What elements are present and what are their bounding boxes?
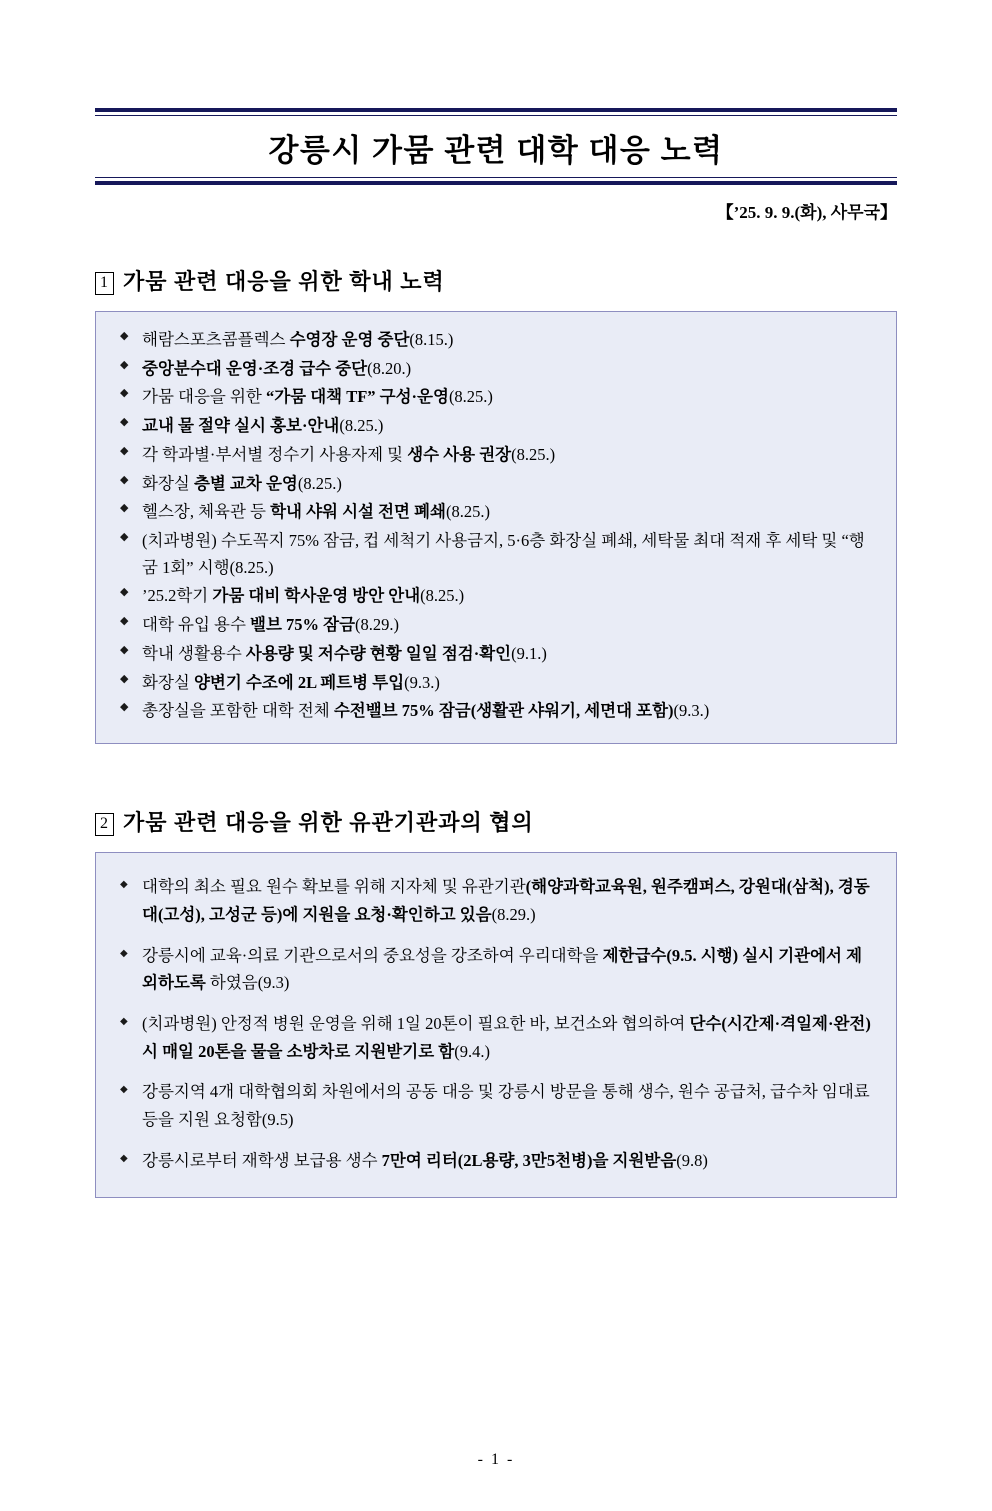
list-item: ◆ 대학 유입 용수 밸브 75% 잠금(8.29.) (118, 612, 874, 639)
document-meta: 【’25. 9. 9.(화), 사무국】 (716, 203, 897, 222)
list-item: ◆ 해람스포츠콤플렉스 수영장 운영 중단(8.15.) (118, 327, 874, 354)
section-2-list (118, 873, 874, 1174)
document-page (0, 108, 992, 1511)
list-item: ◆ 화장실 층별 교차 운영(8.25.) (118, 471, 874, 498)
list-item: ◆ 가뭄 대응을 위한 “가뭄 대책 TF” 구성·운영(8.25.) (118, 384, 874, 411)
list-item: ◆ 강릉지역 4개 대학협의회 차원에서의 공동 대응 및 강릉시 방문을 통해 생수, 원수 공급처, 급수차 임대료 등을 지원 요청함(9.5) (118, 1078, 874, 1133)
section-heading-1 (95, 265, 897, 297)
section-title-1: 가뭄 관련 대응을 위한 학내 노력 (123, 269, 445, 294)
list-item: ◆ 총장실을 포함한 대학 전체 수전밸브 75% 잠금(생활관 샤워기, 세면대 포함)(9.3.) (118, 698, 874, 725)
section-title-2: 가뭄 관련 대응을 위한 유관기관과의 협의 (123, 810, 534, 836)
list-item: ◆ 헬스장, 체육관 등 학내 샤워 시설 전면 폐쇄(8.25.) (118, 499, 874, 526)
list-item: ◆ 대학의 최소 필요 원수 확보를 위해 지자체 및 유관기관(해양과학교육원, 원주캠퍼스, 강원대(삼척), 경동대(고성), 고성군 등)에 지원을 요청·확인하고 있음(8.29.) (118, 873, 874, 928)
section-number-1: 1 (95, 272, 114, 295)
list-item: ◆ 중앙분수대 운영·조경 급수 중단(8.20.) (118, 356, 874, 383)
list-item: ◆ 강릉시에 교육·의료 기관으로서의 중요성을 강조하여 우리대학을 제한급수(9.5. 시행) 실시 기관에서 제외하도록 하였음(9.3) (118, 942, 874, 997)
list-item: ◆ ’25.2학기 가뭄 대비 학사운영 방안 안내(8.25.) (118, 583, 874, 610)
section-2-content-box (95, 852, 897, 1197)
section-1-list (118, 327, 874, 725)
page-number: - 1 - (477, 1451, 515, 1468)
page-title: 강릉시 가뭄 관련 대학 대응 노력 (268, 133, 724, 168)
section-1-content-box (95, 311, 897, 744)
list-item: ◆ 강릉시로부터 재학생 보급용 생수 7만여 리터(2L용량, 3만5천병)을 지원받음(9.8) (118, 1147, 874, 1175)
list-item: ◆ 각 학과별·부서별 정수기 사용자제 및 생수 사용 권장(8.25.) (118, 442, 874, 469)
list-item: ◆ 화장실 양변기 수조에 2L 페트병 투입(9.3.) (118, 670, 874, 697)
title-block (95, 108, 897, 223)
section-heading-2 (95, 806, 897, 838)
title-rule-top (95, 108, 897, 116)
list-item: ◆ (치과병원) 수도꼭지 75% 잠금, 컵 세척기 사용금지, 5·6층 화장실 폐쇄, 세탁물 최대 적재 후 세탁 및 “행굼 1회” 시행(8.25.) (118, 528, 874, 581)
list-item: ◆ (치과병원) 안정적 병원 운영을 위해 1일 20톤이 필요한 바, 보건소와 협의하여 단수(시간제·격일제·완전) 시 매일 20톤을 물을 소방차로 지원받기로 함(9.4.) (118, 1010, 874, 1065)
title-rule-bottom (95, 177, 897, 185)
list-item: ◆ 교내 물 절약 실시 홍보·안내(8.25.) (118, 413, 874, 440)
list-item: ◆ 학내 생활용수 사용량 및 저수량 현황 일일 점검·확인(9.1.) (118, 641, 874, 668)
section-number-2: 2 (95, 813, 114, 836)
